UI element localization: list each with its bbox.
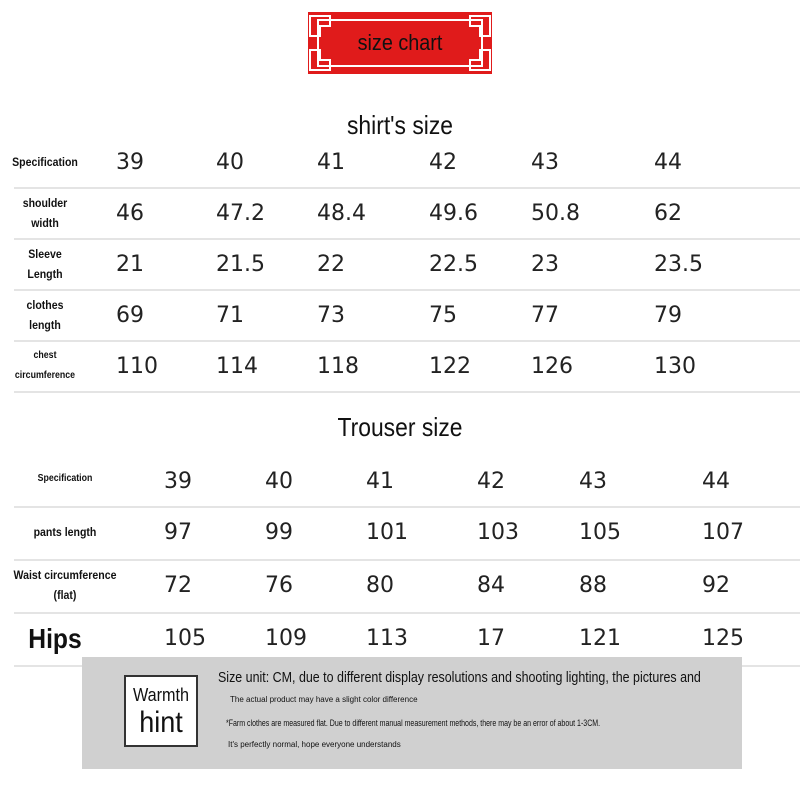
table-cell: 23 bbox=[531, 252, 559, 277]
table-cell: 44 bbox=[702, 469, 730, 494]
hint-badge-line1: Warmth bbox=[132, 685, 190, 705]
table-cell: 77 bbox=[531, 303, 559, 328]
page-title: size chart bbox=[357, 30, 443, 55]
table-row bbox=[0, 138, 800, 189]
row-label-line1: clothes bbox=[26, 298, 64, 312]
table-row bbox=[0, 342, 800, 393]
table-cell: 22.5 bbox=[429, 252, 478, 277]
row-label-line1: Specification bbox=[12, 155, 78, 169]
table-cell: 39 bbox=[164, 469, 192, 494]
hint-line-2: The actual product may have a slight color difference bbox=[230, 695, 418, 704]
row-label-line2: (flat) bbox=[53, 588, 77, 602]
row-label-line1: Waist circumference bbox=[13, 568, 117, 582]
table-cell: 50.8 bbox=[531, 201, 580, 226]
hint-badge-line2: hint bbox=[139, 706, 183, 739]
table-cell: 47.2 bbox=[216, 201, 265, 226]
hint-line-4: It's perfectly normal, hope everyone understands bbox=[228, 740, 401, 749]
table-cell: 21.5 bbox=[216, 252, 265, 277]
warm-hint-badge bbox=[124, 675, 198, 747]
table-cell: 41 bbox=[317, 150, 345, 175]
row-divider bbox=[14, 391, 800, 393]
row-label-line2: Length bbox=[27, 267, 63, 281]
table-cell: 103 bbox=[477, 520, 519, 545]
table-row bbox=[0, 189, 800, 240]
row-label-line1: chest bbox=[33, 350, 57, 361]
table-cell: 71 bbox=[216, 303, 244, 328]
row-label bbox=[5, 295, 84, 335]
row-label-line2: circumference bbox=[14, 370, 76, 381]
table-row bbox=[0, 455, 800, 508]
table-cell: 79 bbox=[654, 303, 682, 328]
table-cell: 113 bbox=[366, 626, 408, 651]
table-cell: 126 bbox=[531, 354, 573, 379]
table-cell: 17 bbox=[477, 626, 505, 651]
table-cell: 105 bbox=[164, 626, 206, 651]
table-cell: 43 bbox=[579, 469, 607, 494]
row-label-line1: shoulder bbox=[22, 196, 68, 210]
warm-hint-box bbox=[82, 657, 742, 769]
row-label bbox=[5, 244, 84, 284]
table-cell: 88 bbox=[579, 573, 607, 598]
table-cell: 69 bbox=[116, 303, 144, 328]
table-cell: 22 bbox=[317, 252, 345, 277]
table-cell: 42 bbox=[477, 469, 505, 494]
table-cell: 107 bbox=[702, 520, 744, 545]
row-label-line2: width bbox=[31, 216, 59, 230]
row-label bbox=[8, 469, 122, 489]
table-row bbox=[0, 508, 800, 561]
table-cell: 23.5 bbox=[654, 252, 703, 277]
row-label bbox=[5, 152, 84, 172]
row-label bbox=[8, 565, 122, 605]
table-cell: 39 bbox=[116, 150, 144, 175]
table-cell: 75 bbox=[429, 303, 457, 328]
table-cell: 49.6 bbox=[429, 201, 478, 226]
row-label bbox=[0, 622, 112, 656]
table-cell: 76 bbox=[265, 573, 293, 598]
table-cell: 130 bbox=[654, 354, 696, 379]
table-cell: 121 bbox=[579, 626, 621, 651]
table-cell: 97 bbox=[164, 520, 192, 545]
table-cell: 41 bbox=[366, 469, 394, 494]
table-cell: 62 bbox=[654, 201, 682, 226]
table-cell: 44 bbox=[654, 150, 682, 175]
shirt-section-title: shirt's size bbox=[346, 110, 454, 140]
table-cell: 110 bbox=[116, 354, 158, 379]
row-label-line1: Specification bbox=[37, 473, 93, 484]
table-cell: 40 bbox=[265, 469, 293, 494]
size-chart-badge bbox=[308, 12, 492, 74]
hint-line-1: Size unit: CM, due to different display resolutions and shooting lighting, the pictures and bbox=[218, 669, 701, 686]
trouser-section-title: Trouser size bbox=[337, 412, 463, 442]
table-cell: 118 bbox=[317, 354, 359, 379]
row-label-line1: Hips bbox=[28, 623, 82, 654]
table-cell: 101 bbox=[366, 520, 408, 545]
row-label-line2: length bbox=[29, 318, 61, 332]
row-label bbox=[8, 522, 122, 542]
table-cell: 109 bbox=[265, 626, 307, 651]
table-row bbox=[0, 561, 800, 614]
table-row bbox=[0, 291, 800, 342]
table-cell: 105 bbox=[579, 520, 621, 545]
table-cell: 42 bbox=[429, 150, 457, 175]
table-cell: 40 bbox=[216, 150, 244, 175]
table-cell: 122 bbox=[429, 354, 471, 379]
table-cell: 48.4 bbox=[317, 201, 366, 226]
table-cell: 72 bbox=[164, 573, 192, 598]
table-cell: 46 bbox=[116, 201, 144, 226]
table-row bbox=[0, 240, 800, 291]
table-cell: 92 bbox=[702, 573, 730, 598]
table-cell: 80 bbox=[366, 573, 394, 598]
table-cell: 114 bbox=[216, 354, 258, 379]
row-label-line1: Sleeve bbox=[28, 247, 62, 261]
row-label bbox=[5, 193, 84, 233]
table-cell: 43 bbox=[531, 150, 559, 175]
table-cell: 125 bbox=[702, 626, 744, 651]
hint-line-3: *Farm clothes are measured flat. Due to different manual measurement methods, there may be an error of about 1-3CM. bbox=[226, 718, 601, 728]
table-cell: 99 bbox=[265, 520, 293, 545]
row-label bbox=[5, 346, 84, 386]
row-label-line1: pants length bbox=[33, 525, 97, 539]
table-cell: 84 bbox=[477, 573, 505, 598]
table-cell: 21 bbox=[116, 252, 144, 277]
table-cell: 73 bbox=[317, 303, 345, 328]
